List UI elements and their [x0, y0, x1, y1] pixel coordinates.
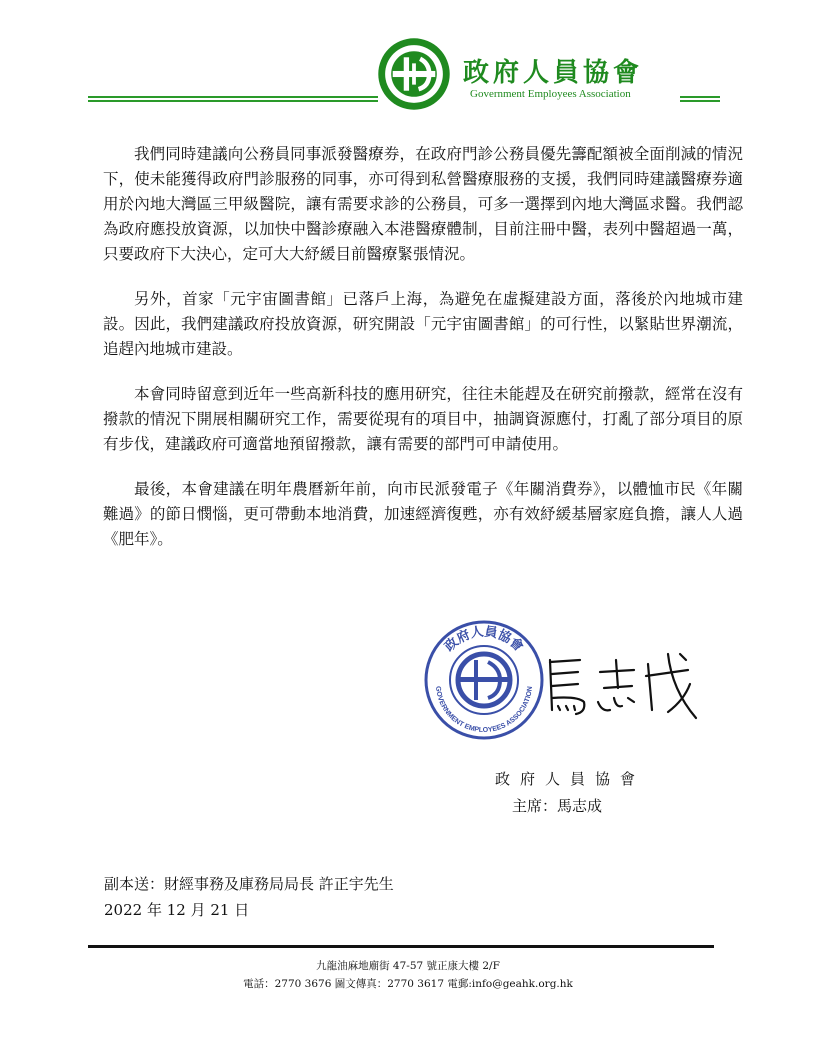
letter-date: 2022 年 12 月 21 日	[104, 901, 250, 919]
paragraph-research-funding: 本會同時留意到近年一些高新科技的應用研究，往往未能趕及在研究前撥款，經常在沒有撥款的情況下開展相關研究工作，需要從現有的項目中，抽調資源應付，打亂了部分項目的原有步伐，建議政府可適當地預留撥款，讓有需要的部門可申請使用。	[103, 385, 743, 453]
header-rule-right	[680, 96, 720, 98]
carbon-copy-line: 副本送：財經事務及庫務局局長 許正宇先生	[104, 875, 394, 893]
footer-address: 九龍油麻地廟街 47-57 號正康大樓 2/F	[316, 960, 500, 972]
header-rule-right-2	[680, 100, 720, 102]
org-name-zh: 政府人員協會	[463, 58, 644, 88]
org-name-en: Government Employees Association	[470, 88, 631, 100]
footer-contact: 電話：2770 3676 圖文傳真：2770 3617 電郵:info@geahk.org.hk	[243, 978, 573, 990]
association-logo-icon	[376, 36, 452, 112]
closing-org-name: 政府人員協會	[495, 770, 646, 788]
chairman-signature	[528, 640, 708, 730]
seal-text-bottom: GOVERNMENT EMPLOYEES ASSOCIATION	[433, 685, 534, 735]
letter-body	[103, 142, 743, 572]
closing-chairman: 主席：馬志成	[512, 797, 603, 815]
paragraph-metaverse-library: 另外，首家「元宇宙圖書館」已落戶上海，為避免在虛擬建設方面，落後於內地城市建設。因此，我們建議政府投放資源，研究開設「元宇宙圖書館」的可行性，以緊貼世界潮流，追趕內地城市建設。	[103, 290, 743, 358]
seal-text-top: 政府人員協會	[442, 624, 526, 655]
header-rule-left-2	[88, 100, 378, 102]
svg-text:政府人員協會	[441, 624, 526, 655]
paragraph-medical-voucher: 我們同時建議向公務員同事派發醫療券，在政府門診公務員優先籌配額被全面削減的情況下，使未能獲得政府門診服務的同事，亦可得到私營醫療服務的支援，我們同時建議醫療券適用於內地大灣區三甲級醫院，讓有需要求診的公務員，可多一選擇到內地大灣區求醫。我們認為政府應投放資源，以加快中醫診療融入本港醫療體制，目前注冊中醫，表列中醫超過一萬，只要政府下大決心，定可大大紓緩目前醫療緊張情況。	[103, 145, 743, 263]
paragraph-consumption-voucher: 最後，本會建議在明年農曆新年前，向市民派發電子《年關消費券》，以體恤市民《年關難過》的節日憫惱，更可帶動本地消費，加速經濟復甦，亦有效紓緩基層家庭負擔，讓人人過《肥年》。	[103, 480, 743, 548]
header-rule-left	[88, 96, 378, 98]
footer-rule	[88, 945, 714, 948]
